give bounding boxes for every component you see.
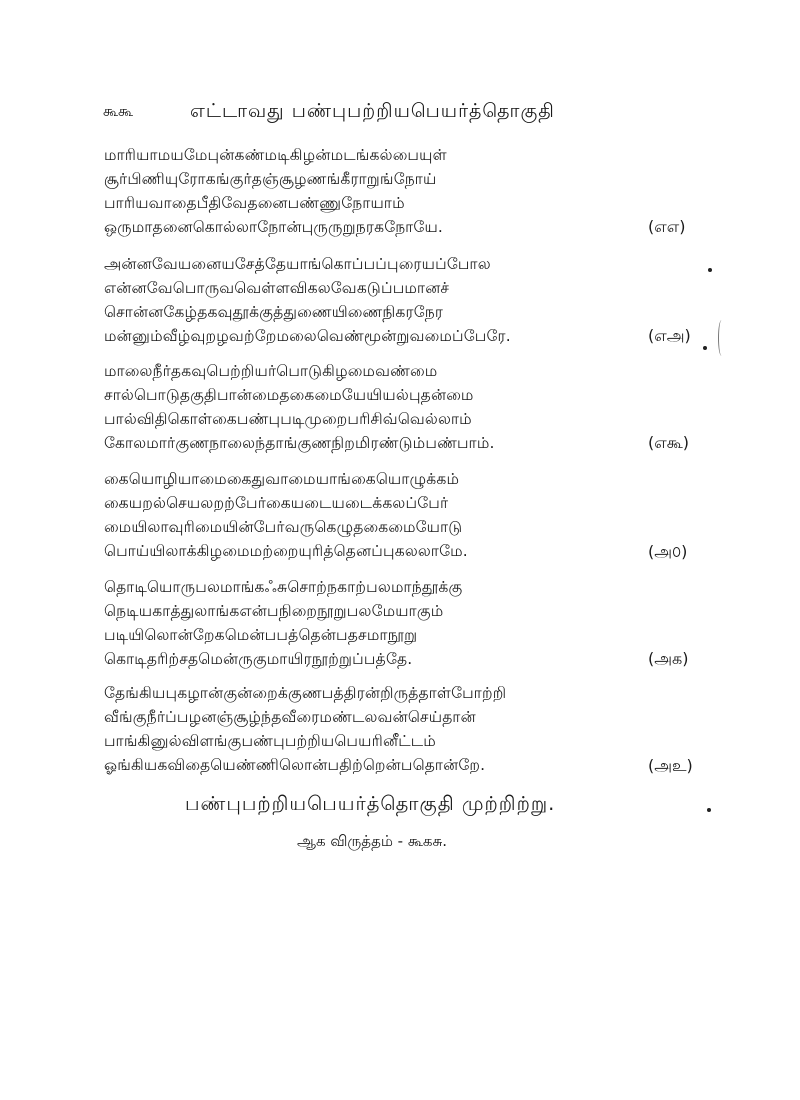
- scan-speck: [708, 268, 712, 272]
- verse-line: மையிலாவுரிமையின்பேர்வருகெழுதகைமையோடு: [104, 518, 463, 536]
- scan-margin-mark: [718, 320, 725, 356]
- verse-line: ஓங்கியகவிதையெண்ணிலொன்பதிற்றென்பதொன்றே.: [104, 756, 486, 774]
- verse-line: மன்னும்வீழ்வுறழவற்றேமலைவெண்மூன்றுவமைப்பேரே.: [104, 327, 511, 345]
- scan-speck: [707, 808, 711, 812]
- section-title: எட்டாவது பண்புபற்றியபெயர்த்தொகுதி: [190, 100, 555, 122]
- verse-number: (எஎ): [648, 217, 686, 236]
- verse-line: ஒருமாதனைகொல்லாநோன்புருருறுநரகநோயே.: [104, 218, 444, 236]
- verse-line: சூர்பிணியுரோகங்குர்தஞ்சூழணங்கீராறுங்நோய்: [104, 170, 437, 188]
- verse-line: என்னவேபொருவவெள்ளவிகலவேகடுப்பமானச்: [104, 279, 450, 297]
- verse-number: (எகூ): [648, 433, 690, 452]
- verse-line: வீங்குநீர்ப்பழனஞ்சூழ்ந்தவீரைமண்டலவன்செய்தான்: [104, 708, 476, 726]
- verse-number: (அக): [648, 649, 689, 668]
- verse-line: தேங்கியபுகழான்குன்றைக்குணபத்திரன்றிருத்தாள்போற்றி: [104, 684, 507, 702]
- verse-line: நெடியகாத்துலாங்கஎன்பநிறைநூறுபலமேயாகும்: [104, 602, 444, 620]
- verse-number: (அஉ): [648, 756, 693, 775]
- verse-line: மாலைநீர்தகவுபெற்றியர்பொடுகிழமைவண்மை: [104, 362, 438, 380]
- verse-line: பாரியவாதைபீதிவேதனைபண்ணுநோயாம்: [104, 194, 405, 212]
- chapter-colophon: பண்புபற்றியபெயர்த்தொகுதி முற்றிற்று.: [185, 792, 556, 815]
- verse-number: (அ௦): [648, 542, 688, 561]
- verse-line: அன்னவேயனையசேத்தேயாங்கொப்பப்புரையப்போல: [104, 255, 491, 273]
- verse-line: கோலமார்குணநாலைந்தாங்குணநிறமிரண்டும்பண்பாம்.: [104, 434, 495, 452]
- verse-line: பால்விதிகொள்கைபண்புபடிமுறைபரிசிவ்வெல்லாம்: [104, 410, 472, 428]
- verse-line: சொன்னகேழ்தகவுதூக்குத்துணையிணைநிகரநேர: [104, 303, 444, 321]
- scan-speck: [703, 346, 707, 350]
- verse-line: மாரியாமயமேபுன்கண்மடிகிழன்மடங்கல்பையுள்: [104, 146, 447, 164]
- page-number: கூகூ: [103, 102, 134, 120]
- verse-line: கையறல்செயலறற்பேர்கையடையடைக்கலப்பேர்: [104, 494, 449, 512]
- verse-line: பாங்கினுல்விளங்குபண்புபற்றியபெயரினீட்டம்: [104, 732, 436, 750]
- verse-line: சால்பொடுதகுதிபான்மைதகைமையேயியல்புதன்மை: [104, 386, 474, 404]
- verse-line: பொய்யிலாக்கிழமைமற்றையுரித்தெனப்புகலலாமே.: [104, 542, 468, 560]
- verse-number: (எஅ): [648, 326, 691, 345]
- verse-line: தொடியொருபலமாங்கஃசுசொற்நகாற்பலமாந்தூக்கு: [104, 578, 463, 596]
- verse-line: கையொழியாமைகைதுவாமையாங்கையொழுக்கம்: [104, 470, 460, 488]
- verse-line: படியிலொன்றேகமென்பபத்தென்பதசமாநூறு: [104, 626, 418, 644]
- verse-line: கொடிதரிற்சதமென்ருகுமாயிரநூற்றுப்பத்தே.: [104, 650, 413, 668]
- verse-total: ஆக விருத்தம் - கூகசு.: [297, 832, 448, 850]
- page-header: [0, 100, 800, 130]
